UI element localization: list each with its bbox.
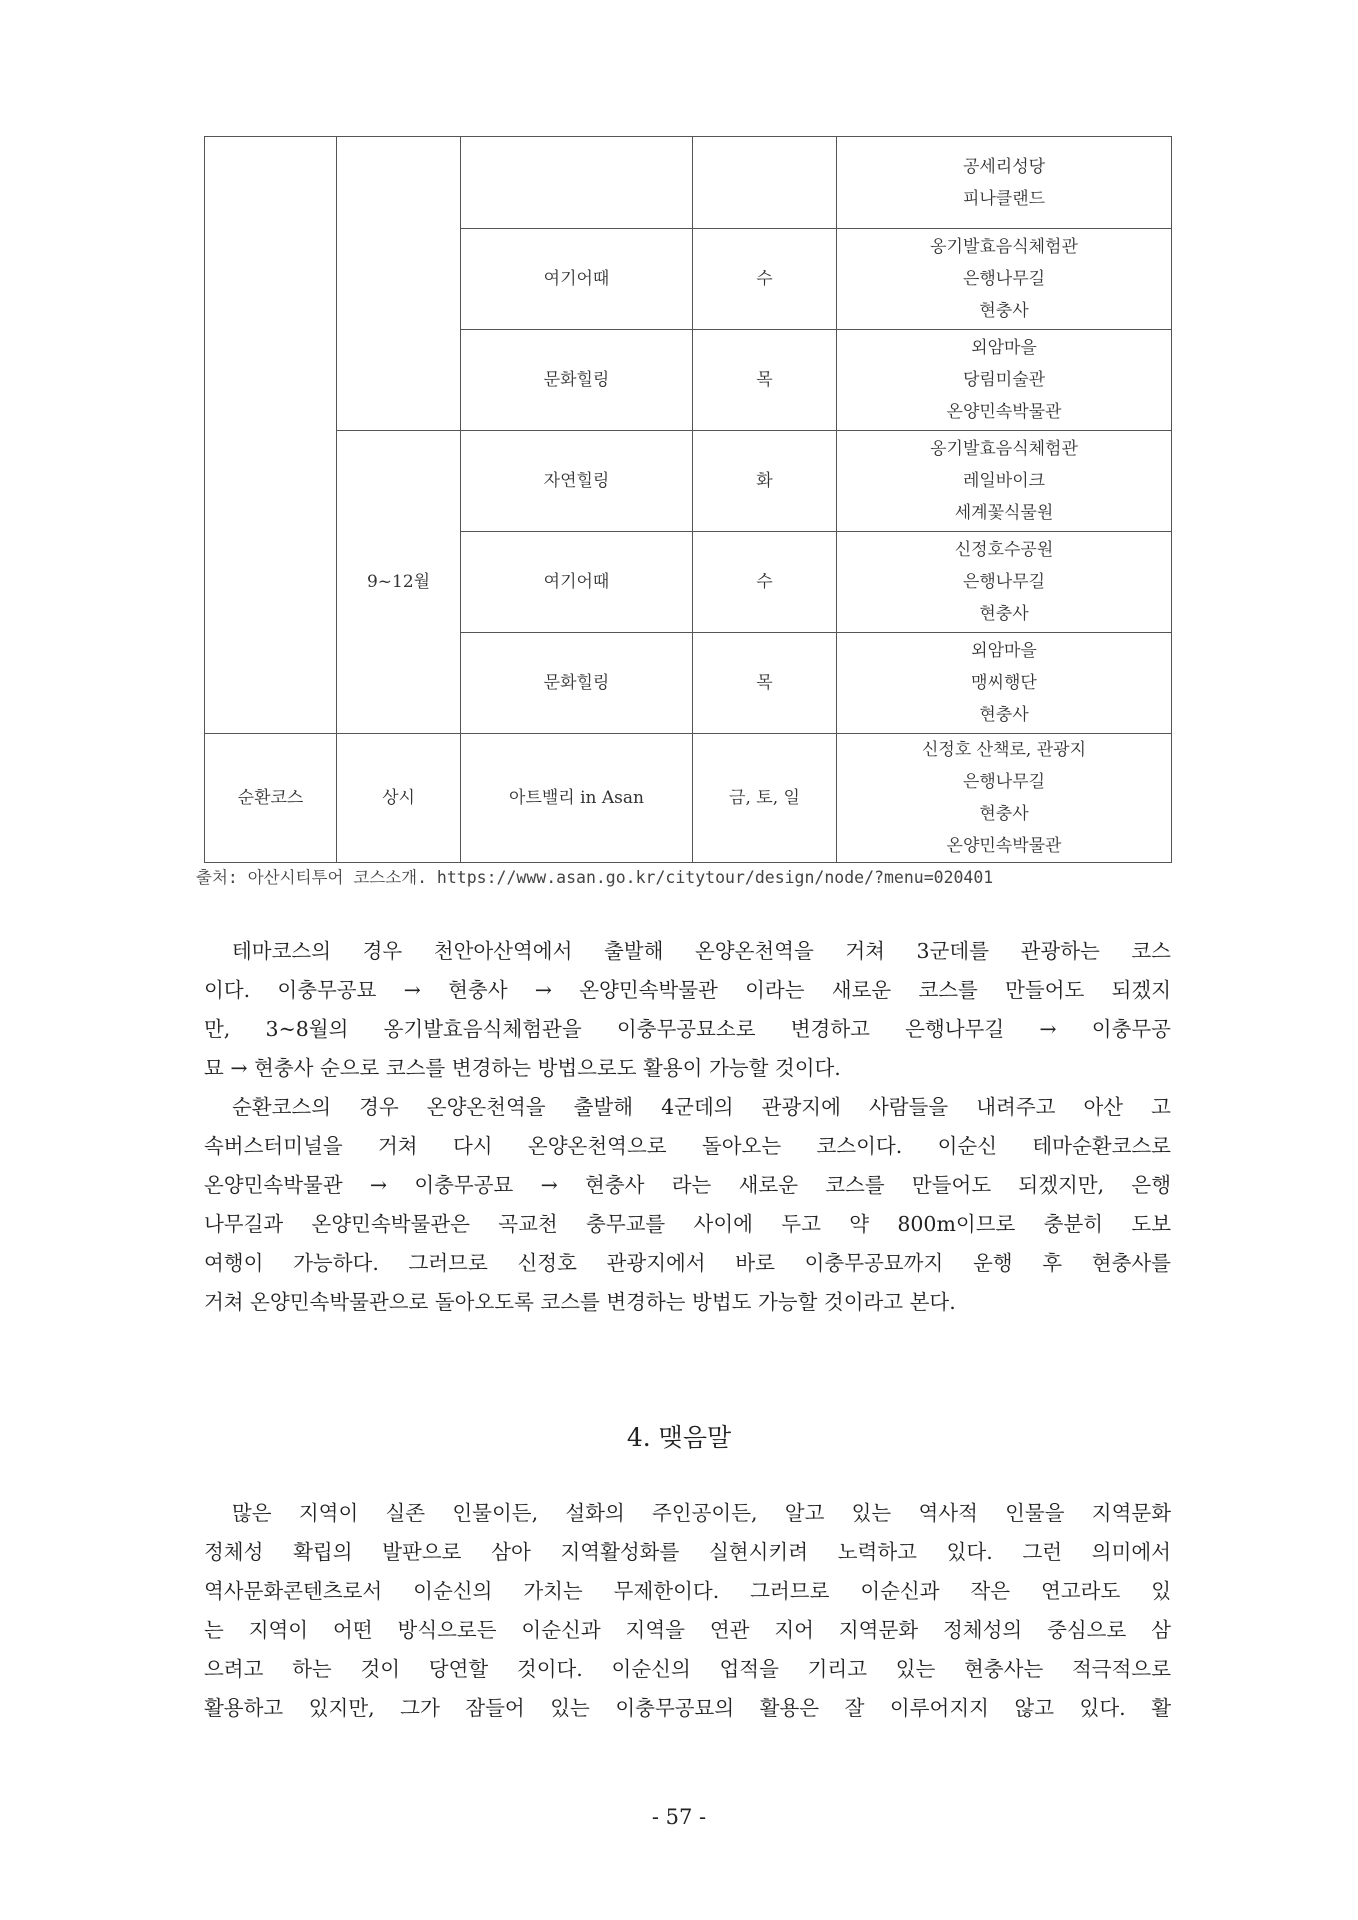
table-row [205,734,1172,863]
course-name-cell: 아트밸리 in Asan [461,734,693,863]
category-cell: 순환코스 [205,734,337,863]
day-cell: 화 [693,431,837,532]
category-cell [205,137,337,734]
body-paragraph: 테마코스의 경우 천안아산역에서 출발해 온양온천역을 거쳐 3군데를 관광하는 코스 이다. 이충무공묘 → 현충사 → 온양민속박물관 이라는 새로운 코스를 만들어도 되겠지 만, 3~8월의 옹기발효음식체험관을 이충무공묘소로 변경하고 은행나무길 → 이충무공 묘 → 현충사 순으로 코스를 변경하는 방법으로도 활용이 가능할 것이다. [204,939,1171,1080]
page-number: - 57 - [651,1805,707,1829]
table-row [205,431,1172,532]
places-cell: 신정호 산책로, 관광지 은행나무길 현충사 온양민속박물관 [837,734,1172,863]
table-source-note: 출처: 아산시티투어 코스소개. https://www.asan.go.kr/citytour/design/node/?menu=020401 [196,868,994,887]
day-cell [693,137,837,229]
body-paragraph: 순환코스의 경우 온양온천역을 출발해 4군데의 관광지에 사람들을 내려주고 아산 고 속버스터미널을 거쳐 다시 온양온천역으로 돌아오는 코스이다. 이순신 테마순환코스로 온양민속박물관 → 이충무공묘 → 현충사 라는 새로운 코스를 만들어도 되겠지만, 은행 나무길과 온양민속박물관은 곡교천 충무교를 사이에 두고 약 800m이므로 충분히 도보 여행이 가능하다. 그러므로 신정호 관광지에서 바로 이충무공묘까지 운행 후 현충사를 거쳐 온양민속박물관으로 돌아오도록 코스를 변경하는 방법도 가능할 것이라고 본다. [204,1095,1171,1314]
course-name-cell: 자연힐링 [461,431,693,532]
places-cell: 외암마을 맹씨행단 현충사 [837,633,1172,734]
course-name-cell: 여기어때 [461,229,693,330]
period-cell: 9~12월 [337,431,461,734]
day-cell: 금, 토, 일 [693,734,837,863]
city-tour-course-table [204,136,1172,863]
period-cell [337,137,461,431]
section-heading: 4. 맺음말 [626,1423,732,1452]
course-name-cell: 문화힐링 [461,330,693,431]
day-cell: 수 [693,532,837,633]
places-cell: 외암마을 당림미술관 온양민속박물관 [837,330,1172,431]
day-cell: 수 [693,229,837,330]
day-cell: 목 [693,633,837,734]
course-name-cell [461,137,693,229]
period-cell: 상시 [337,734,461,863]
table-row [205,137,1172,229]
places-cell: 공세리성당 피나클랜드 [837,137,1172,229]
course-name-cell: 여기어때 [461,532,693,633]
body-paragraph: 많은 지역이 실존 인물이든, 설화의 주인공이든, 알고 있는 역사적 인물을 지역문화 정체성 확립의 발판으로 삼아 지역활성화를 실현시키려 노력하고 있다. 그런 의미에서 역사문화콘텐츠로서 이순신의 가치는 무제한이다. 그러므로 이순신과 작은 연고라도 있 는 지역이 어떤 방식으로든 이순신과 지역을 연관 지어 지역문화 정체성의 중심으로 삼 으려고 하는 것이 당연할 것이다. 이순신의 업적을 기리고 있는 현충사는 적극적으로 활용하고 있지만, 그가 잠들어 있는 이충무공묘의 활용은 잘 이루어지지 않고 있다. 활 [204,1501,1171,1720]
places-cell: 옹기발효음식체험관 레일바이크 세계꽃식물원 [837,431,1172,532]
day-cell: 목 [693,330,837,431]
places-cell: 신정호수공원 은행나무길 현충사 [837,532,1172,633]
places-cell: 옹기발효음식체험관 은행나무길 현충사 [837,229,1172,330]
course-name-cell: 문화힐링 [461,633,693,734]
